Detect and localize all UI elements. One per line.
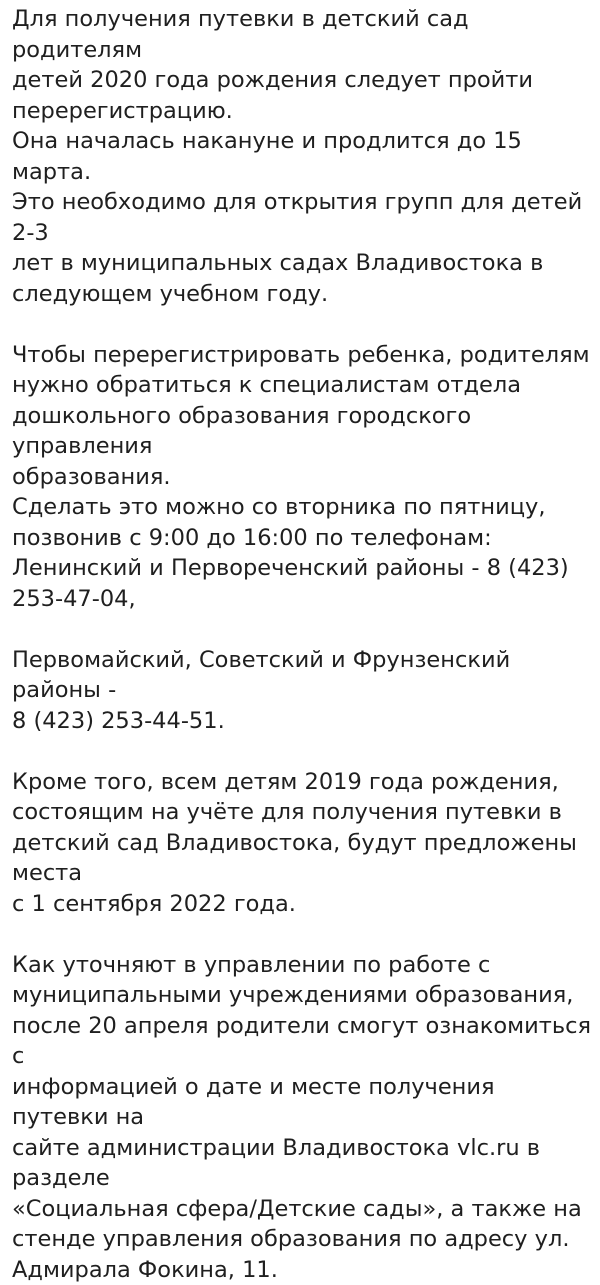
article-body: [12, 4, 596, 1285]
paragraph-phone-districts: Первомайский, Советский и Фрунзенский районы - 8 (423) 253-44-51.: [12, 645, 596, 737]
paragraph-registration: Для получения путевки в детский сад родителям детей 2020 года рождения следует пройти перерегистрацию. Она началась накануне и продлится до 15 марта. Это необходимо для открытия групп для детей 2-3 лет в муниципальных садах Владивостока в следующем учебном году.: [12, 4, 596, 309]
paragraph-2019-children: Кроме того, всем детям 2019 года рождения, состоящим на учёте для получения путевки в детский сад Владивостока, будут предложены места с 1 сентября 2022 года.: [12, 767, 596, 920]
paragraph-how-to-reregister: Чтобы перерегистрировать ребенка, родителям нужно обратиться к специалистам отдела дошкольного образования городского управления образования. Сделать это можно со вторника по пятницу, позвонив с 9:00 до 16:00 по телефонам: Ленинский и Первореченский районы - 8 (423) 253-47-04,: [12, 340, 596, 615]
paragraph-information-publication: Как уточняют в управлении по работе с муниципальными учреждениями образования, после 20 апреля родители смогут ознакомиться с информацией о дате и месте получения путевки на сайте администрации Владивостока vlc.ru в разделе «Социальная сфера/Детские сады», а также на стенде управления образования по адресу ул. Адмирала Фокина, 11.: [12, 950, 596, 1285]
